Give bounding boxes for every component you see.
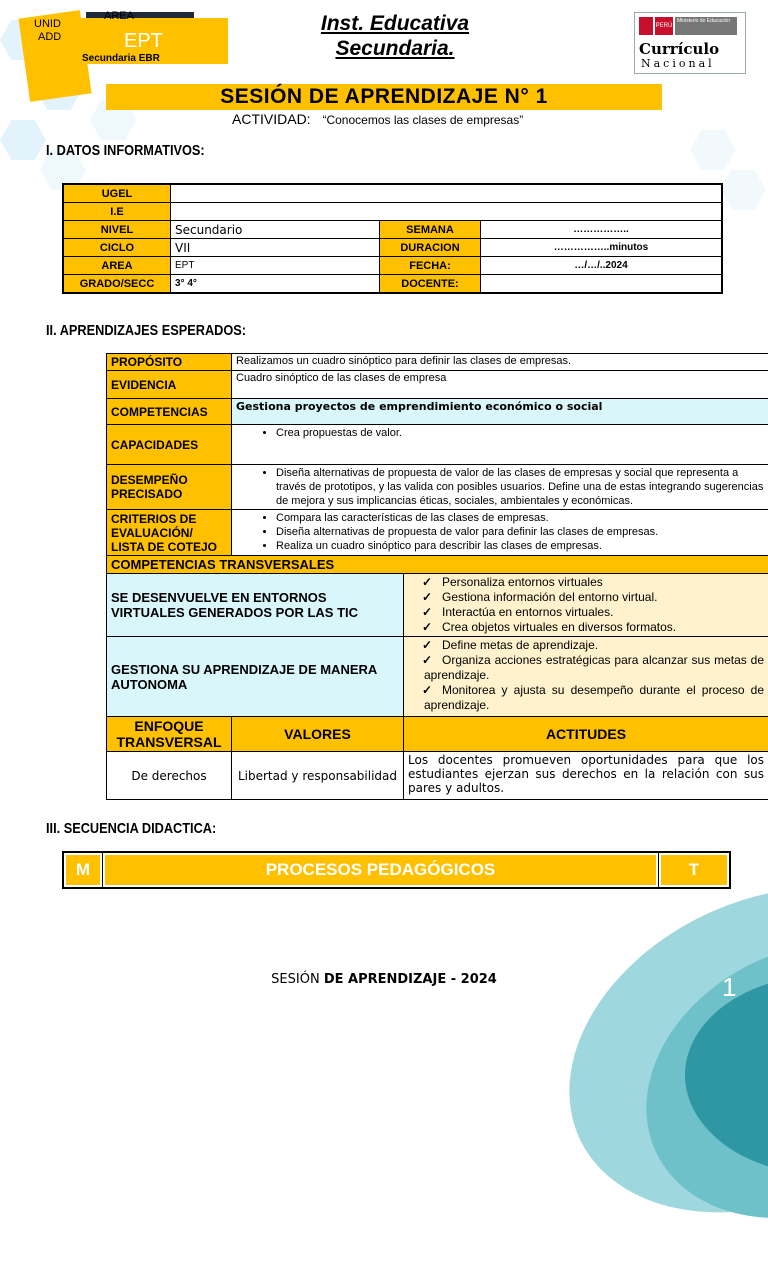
desempeno-cell [232, 465, 768, 510]
institution-title [280, 11, 510, 61]
logo-subtitle: Nacional [641, 57, 715, 70]
proposito-label: PROPÓSITO [107, 354, 232, 371]
activity-label: ACTIVIDAD: [232, 111, 311, 127]
table-row [107, 574, 768, 637]
table-row [107, 752, 768, 800]
ct1-label: SE DESENVUELVE EN ENTORNOS VIRTUALES GENERADOS POR LAS TIC [107, 574, 404, 637]
ugel-field[interactable] [171, 184, 723, 203]
evidencia-value: Cuadro sinóptico de las clases de empresa [232, 371, 768, 399]
duracion-label: DURACION [380, 239, 481, 257]
proposito-value: Realizamos un cuadro sinóptico para definir las clases de empresas. [232, 354, 768, 371]
table-row [63, 203, 722, 221]
table-row [63, 275, 722, 294]
ct2-list [408, 638, 764, 713]
checklist-item: ✓ Monitorea y ajusta su desempeño durante el proceso de aprendizaje. [424, 683, 764, 713]
table-row [63, 239, 722, 257]
activity-line [232, 111, 523, 127]
list-item: • Realiza un cuadro sinóptico para describir las clases de empresas. [276, 539, 764, 553]
checklist-item: ✓ Define metas de aprendizaje. [424, 638, 764, 653]
fecha-label: FECHA: [380, 257, 481, 275]
enfoque-value: De derechos [107, 752, 232, 800]
section-title-aprendizajes: II. APRENDIZAJES ESPERADOS: [46, 322, 246, 339]
ct1-list [408, 575, 764, 635]
table-row [107, 354, 768, 371]
logo-title: Currículo [639, 40, 719, 58]
table-row [107, 465, 768, 510]
table-row [107, 371, 768, 399]
transversales-label: COMPETENCIAS TRANSVERSALES [107, 556, 768, 574]
duracion-field[interactable]: ……………..minutos [481, 239, 723, 257]
table-row [107, 425, 768, 465]
criterios-label: CRITERIOS DE EVALUACIÓN/ LISTA DE COTEJO [107, 510, 232, 556]
desempeno-label: DESEMPEÑO PRECISADO [107, 465, 232, 510]
ie-field[interactable] [171, 203, 723, 221]
semana-label: SEMANA [380, 221, 481, 239]
actitudes-header: ACTITUDES [404, 717, 768, 752]
footer-bold: DE APRENDIZAJE - 2024 [324, 972, 497, 987]
activity-value: “Conocemos las clases de empresas” [322, 113, 523, 127]
checklist-item: ✓ Organiza acciones estratégicas para alcanzar sus metas de aprendizaje. [424, 653, 764, 683]
semana-field[interactable]: …………….. [481, 221, 723, 239]
capacidades-cell [232, 425, 768, 465]
curriculo-logo [634, 12, 746, 74]
area-label: AREA [104, 10, 134, 22]
criterios-cell [232, 510, 768, 556]
institution-line-1: Inst. Educativa [280, 11, 510, 36]
level-label: Secundaria EBR [82, 53, 160, 64]
table-row [63, 257, 722, 275]
list-item: • Compara las características de las clases de empresas. [276, 511, 764, 525]
area-value: EPT [124, 30, 163, 53]
ct2-label: GESTIONA SU APRENDIZAJE DE MANERA AUTONOMA [107, 637, 404, 717]
fecha-field[interactable]: …/…/..2024 [481, 257, 723, 275]
list-item: • Crea propuestas de valor. [276, 426, 764, 440]
footer-text [0, 972, 768, 987]
docente-label: DOCENTE: [380, 275, 481, 294]
institution-line-2: Secundaria. [280, 36, 510, 61]
add-label: ADD [38, 31, 61, 43]
checklist-item: ✓ Gestiona información del entorno virtual. [424, 590, 764, 605]
evidencia-label: EVIDENCIA [107, 371, 232, 399]
checklist-item: ✓ Interactúa en entornos virtuales. [424, 605, 764, 620]
peru-shield-icon [639, 17, 653, 35]
session-title: SESIÓN DE APRENDIZAJE N° 1 [106, 84, 662, 110]
grado-field[interactable]: 3° 4° [171, 275, 380, 294]
actitudes-value: Los docentes promueven oportunidades para que los estudiantes ejerzan sus derechos en la relación con sus pares y adultos. [404, 752, 768, 800]
list-item: • Diseña alternativas de propuesta de valor de las clases de empresas y social que representa a través de prototipos, y las valida con posibles usuarios. Define una de estas integrando sugerencias de mejora y sus implicancias éticas, sociales, ambientales y económicas. [276, 466, 764, 508]
process-m-header: M [63, 852, 103, 888]
area-field[interactable]: EPT [171, 257, 380, 275]
ct1-cell [404, 574, 768, 637]
table-row [107, 510, 768, 556]
capacidades-label: CAPACIDADES [107, 425, 232, 465]
list-item: • Diseña alternativas de propuesta de valor para definir las clases de empresas. [276, 525, 764, 539]
area-info-label: AREA [63, 257, 171, 275]
competencias-label: COMPETENCIAS [107, 399, 232, 425]
decor-hexagon [720, 170, 766, 210]
process-t-header: T [659, 852, 731, 888]
table-row [63, 221, 722, 239]
footer-prefix: SESIÓN [271, 972, 324, 987]
table-row [63, 184, 722, 203]
nivel-label: NIVEL [63, 221, 171, 239]
table-row [63, 852, 730, 888]
nivel-field[interactable]: Secundario [171, 221, 380, 239]
ugel-label: UGEL [63, 184, 171, 203]
enfoque-header: ENFOQUE TRANSVERSAL [107, 717, 232, 752]
competencias-value: Gestiona proyectos de emprendimiento económico o social [232, 399, 768, 425]
docente-field[interactable] [481, 275, 723, 294]
logo-ministry: Ministerio de Educación [675, 17, 737, 35]
checklist-item: ✓ Crea objetos virtuales en diversos formatos. [424, 620, 764, 635]
logo-peru: PERÚ [655, 17, 673, 35]
table-row [107, 717, 768, 752]
process-title-header: PROCESOS PEDAGÓGICOS [103, 852, 659, 888]
process-table [62, 851, 731, 889]
decor-hexagon [0, 120, 46, 160]
checklist-item: ✓ Personaliza entornos virtuales [424, 575, 764, 590]
unidad-label: UNID [34, 18, 61, 30]
ciclo-label: CICLO [63, 239, 171, 257]
table-row [107, 399, 768, 425]
page-number: 1 [722, 972, 736, 1003]
grado-label: GRADO/SECC [63, 275, 171, 294]
valores-value: Libertad y responsabilidad [232, 752, 404, 800]
ct2-cell [404, 637, 768, 717]
valores-header: VALORES [232, 717, 404, 752]
section-title-datos: I. DATOS INFORMATIVOS: [46, 142, 205, 159]
table-row [107, 637, 768, 717]
decor-hexagon [690, 130, 736, 170]
info-table [62, 183, 723, 294]
table-row [107, 556, 768, 574]
section-title-secuencia: III. SECUENCIA DIDACTICA: [46, 820, 216, 837]
learning-table [106, 353, 768, 800]
ciclo-field[interactable]: VII [171, 239, 380, 257]
ie-label: I.E [63, 203, 171, 221]
